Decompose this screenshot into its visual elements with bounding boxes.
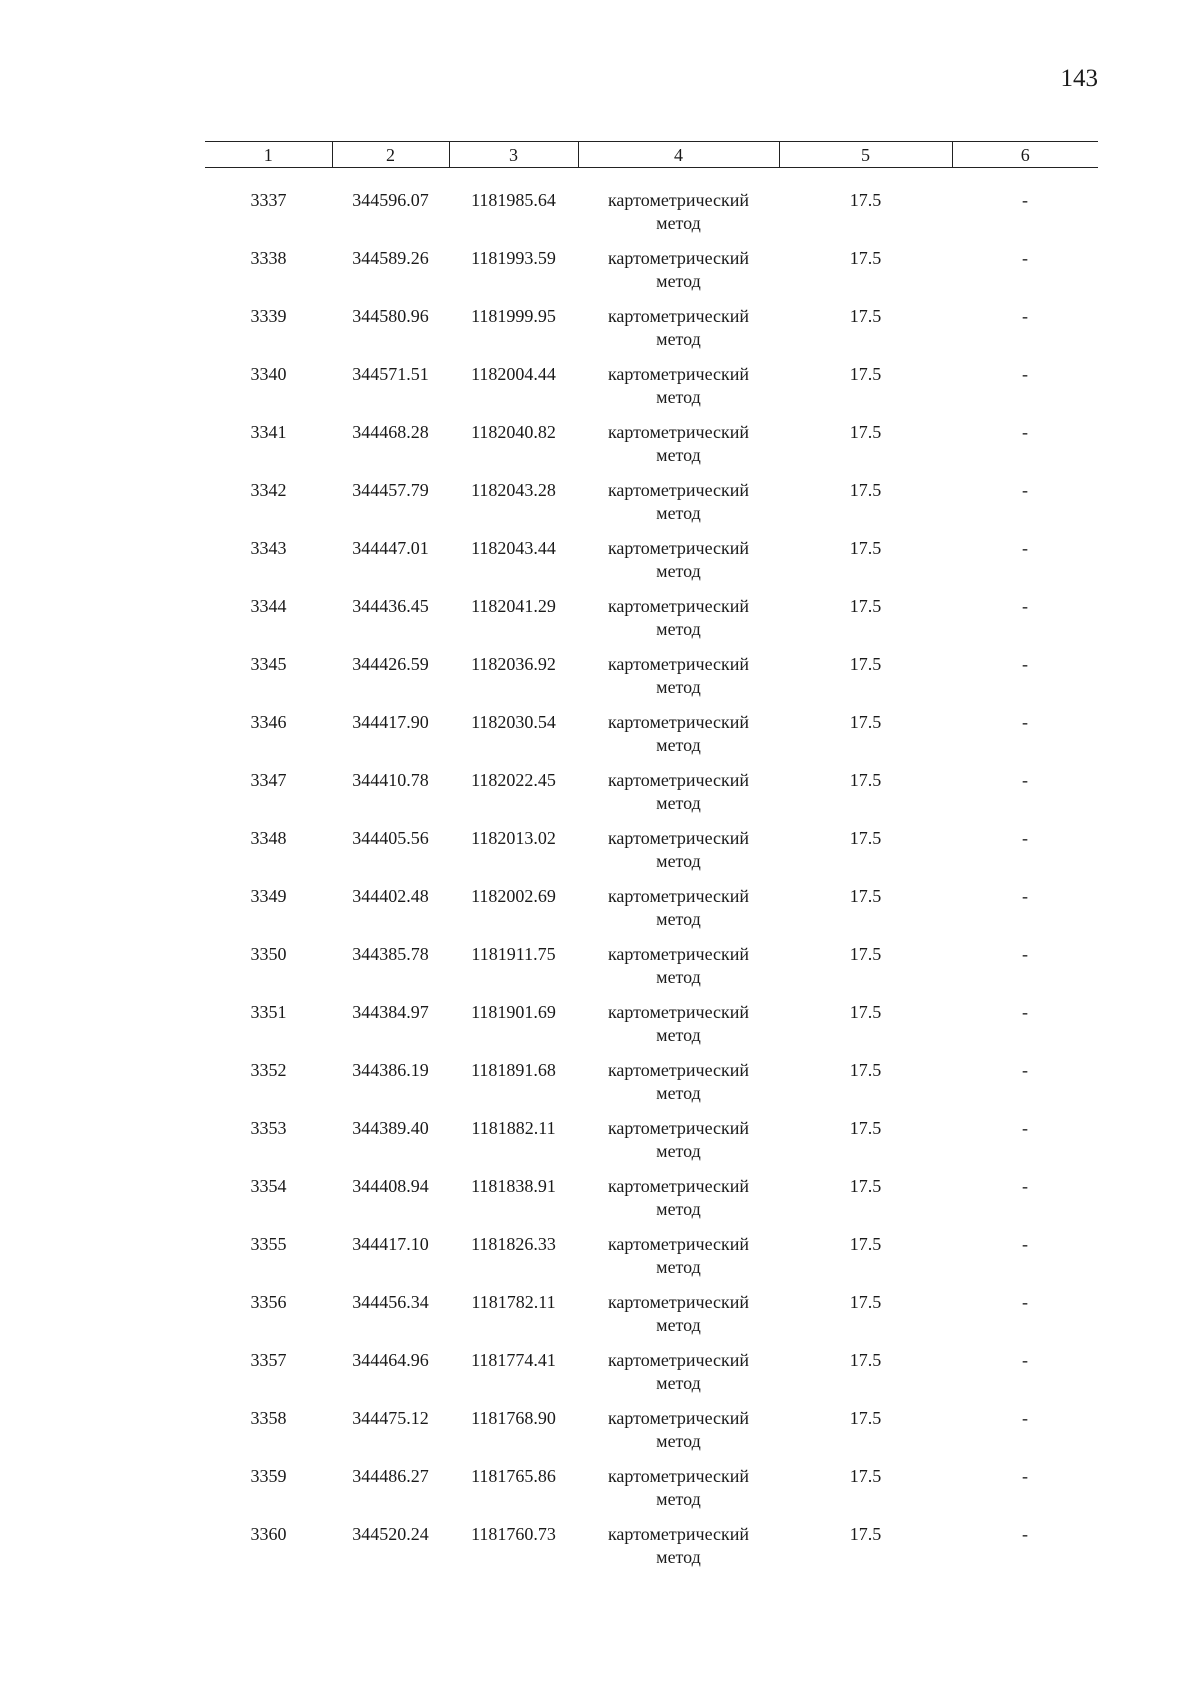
table-row xyxy=(205,1059,1098,1117)
table-row xyxy=(205,479,1098,537)
method-cell xyxy=(578,769,779,827)
accuracy-cell: 17.5 xyxy=(849,653,882,674)
table-row xyxy=(205,363,1098,421)
x-coordinate-cell: 344468.28 xyxy=(352,421,429,442)
note-cell: - xyxy=(1022,421,1028,442)
x-coordinate-cell: 344410.78 xyxy=(352,769,429,790)
method-line-1: картометрический xyxy=(607,1523,750,1544)
accuracy-cell: 17.5 xyxy=(849,421,882,442)
y-coordinate-cell: 1181882.11 xyxy=(471,1117,556,1138)
method-line-1: картометрический xyxy=(607,363,750,384)
x-coordinate-cell: 344464.96 xyxy=(352,1349,429,1370)
accuracy-cell: 17.5 xyxy=(849,1407,882,1428)
note-cell: - xyxy=(1022,653,1028,674)
x-coordinate-cell: 344417.90 xyxy=(352,711,429,732)
method-cell xyxy=(578,943,779,1001)
point-number-cell: 3340 xyxy=(250,363,287,384)
table-row xyxy=(205,1407,1098,1465)
y-coordinate-cell: 1181993.59 xyxy=(471,247,556,268)
y-coordinate-cell: 1181838.91 xyxy=(471,1175,556,1196)
method-line-1: картометрический xyxy=(607,247,750,268)
accuracy-cell: 17.5 xyxy=(849,943,882,964)
note-cell: - xyxy=(1022,1465,1028,1486)
method-cell xyxy=(578,1175,779,1233)
y-coordinate-cell: 1182030.54 xyxy=(471,711,556,732)
x-coordinate-cell: 344426.59 xyxy=(352,653,429,674)
method-cell xyxy=(578,827,779,885)
method-cell xyxy=(578,1233,779,1291)
table-row xyxy=(205,1349,1098,1407)
point-number-cell: 3349 xyxy=(250,885,287,906)
x-coordinate-cell: 344384.97 xyxy=(352,1001,429,1022)
method-line-2: метод xyxy=(656,792,701,813)
point-number-cell: 3354 xyxy=(250,1175,287,1196)
y-coordinate-cell: 1181985.64 xyxy=(471,190,556,210)
page-number: 143 xyxy=(1060,65,1098,92)
accuracy-cell: 17.5 xyxy=(849,827,882,848)
note-cell: - xyxy=(1022,305,1028,326)
x-coordinate-cell: 344386.19 xyxy=(352,1059,429,1080)
note-cell: - xyxy=(1022,711,1028,732)
table-row xyxy=(205,537,1098,595)
accuracy-cell: 17.5 xyxy=(849,1523,882,1544)
y-coordinate-cell: 1181765.86 xyxy=(471,1465,556,1486)
method-line-2: метод xyxy=(656,270,701,291)
method-cell xyxy=(578,1465,779,1523)
method-cell xyxy=(578,1291,779,1349)
method-cell xyxy=(578,1523,779,1581)
x-coordinate-cell: 344408.94 xyxy=(352,1175,429,1196)
x-coordinate-cell: 344389.40 xyxy=(352,1117,429,1138)
method-line-1: картометрический xyxy=(607,1175,750,1196)
point-number-cell: 3348 xyxy=(250,827,287,848)
method-line-2: метод xyxy=(656,1430,701,1451)
header-cell-6: 6 xyxy=(952,142,1098,168)
header-cell-5: 5 xyxy=(779,142,952,168)
accuracy-cell: 17.5 xyxy=(849,247,882,268)
y-coordinate-cell: 1181891.68 xyxy=(471,1059,556,1080)
x-coordinate-cell: 344456.34 xyxy=(352,1291,429,1312)
note-cell: - xyxy=(1022,1349,1028,1370)
point-number-cell: 3358 xyxy=(250,1407,287,1428)
accuracy-cell: 17.5 xyxy=(849,1349,882,1370)
y-coordinate-cell: 1181774.41 xyxy=(471,1349,556,1370)
accuracy-cell: 17.5 xyxy=(849,363,882,384)
table-row xyxy=(205,421,1098,479)
method-cell xyxy=(578,479,779,537)
table-row xyxy=(205,595,1098,653)
accuracy-cell: 17.5 xyxy=(849,305,882,326)
note-cell: - xyxy=(1022,1407,1028,1428)
method-line-2: метод xyxy=(656,966,701,987)
note-cell: - xyxy=(1022,1291,1028,1312)
table-row xyxy=(205,1175,1098,1233)
accuracy-cell: 17.5 xyxy=(849,1001,882,1022)
method-line-1: картометрический xyxy=(607,595,750,616)
point-number-cell: 3337 xyxy=(250,190,287,210)
x-coordinate-cell: 344457.79 xyxy=(352,479,429,500)
table-row xyxy=(205,711,1098,769)
method-line-2: метод xyxy=(656,1488,701,1509)
method-line-2: метод xyxy=(656,1372,701,1393)
note-cell: - xyxy=(1022,827,1028,848)
note-cell: - xyxy=(1022,943,1028,964)
table-row xyxy=(205,943,1098,1001)
note-cell: - xyxy=(1022,537,1028,558)
method-line-1: картометрический xyxy=(607,479,750,500)
point-number-cell: 3353 xyxy=(250,1117,287,1138)
method-line-2: метод xyxy=(656,676,701,697)
accuracy-cell: 17.5 xyxy=(849,1291,882,1312)
x-coordinate-cell: 344402.48 xyxy=(352,885,429,906)
accuracy-cell: 17.5 xyxy=(849,479,882,500)
note-cell: - xyxy=(1022,1175,1028,1196)
note-cell: - xyxy=(1022,1523,1028,1544)
method-line-1: картометрический xyxy=(607,1465,750,1486)
note-cell: - xyxy=(1022,363,1028,384)
point-number-cell: 3342 xyxy=(250,479,287,500)
method-line-1: картометрический xyxy=(607,1001,750,1022)
accuracy-cell: 17.5 xyxy=(849,190,882,210)
table-row xyxy=(205,653,1098,711)
accuracy-cell: 17.5 xyxy=(849,885,882,906)
table-row xyxy=(205,885,1098,943)
point-number-cell: 3351 xyxy=(250,1001,287,1022)
point-number-cell: 3347 xyxy=(250,769,287,790)
table-header xyxy=(205,142,1098,168)
table-row xyxy=(205,827,1098,885)
note-cell: - xyxy=(1022,1001,1028,1022)
point-number-cell: 3341 xyxy=(250,421,287,442)
method-cell xyxy=(578,421,779,479)
x-coordinate-cell: 344447.01 xyxy=(352,537,429,558)
y-coordinate-cell: 1182041.29 xyxy=(471,595,556,616)
table-body xyxy=(205,168,1098,1581)
method-cell xyxy=(578,1001,779,1059)
point-number-cell: 3352 xyxy=(250,1059,287,1080)
note-cell: - xyxy=(1022,595,1028,616)
x-coordinate-cell: 344589.26 xyxy=(352,247,429,268)
table-row xyxy=(205,1117,1098,1175)
method-line-2: метод xyxy=(656,386,701,407)
method-cell xyxy=(578,595,779,653)
method-line-2: метод xyxy=(656,328,701,349)
method-line-1: картометрический xyxy=(607,711,750,732)
method-line-1: картометрический xyxy=(607,827,750,848)
x-coordinate-cell: 344596.07 xyxy=(352,190,429,210)
y-coordinate-cell: 1181768.90 xyxy=(471,1407,556,1428)
method-cell xyxy=(578,1059,779,1117)
method-cell xyxy=(578,305,779,363)
y-coordinate-cell: 1182036.92 xyxy=(471,653,556,674)
point-number-cell: 3350 xyxy=(250,943,287,964)
x-coordinate-cell: 344405.56 xyxy=(352,827,429,848)
method-line-2: метод xyxy=(656,1314,701,1335)
note-cell: - xyxy=(1022,1059,1028,1080)
point-number-cell: 3359 xyxy=(250,1465,287,1486)
method-cell xyxy=(578,168,779,247)
point-number-cell: 3355 xyxy=(250,1233,287,1254)
table-row xyxy=(205,769,1098,827)
method-cell xyxy=(578,1349,779,1407)
method-line-2: метод xyxy=(656,1198,701,1219)
x-coordinate-cell: 344486.27 xyxy=(352,1465,429,1486)
point-number-cell: 3338 xyxy=(250,247,287,268)
method-line-2: метод xyxy=(656,1140,701,1161)
x-coordinate-cell: 344385.78 xyxy=(352,943,429,964)
method-line-2: метод xyxy=(656,1024,701,1045)
header-row xyxy=(205,142,1098,168)
accuracy-cell: 17.5 xyxy=(849,1233,882,1254)
table-row xyxy=(205,1291,1098,1349)
method-cell xyxy=(578,711,779,769)
method-line-1: картометрический xyxy=(607,537,750,558)
note-cell: - xyxy=(1022,1233,1028,1254)
note-cell: - xyxy=(1022,247,1028,268)
method-line-2: метод xyxy=(656,850,701,871)
header-cell-2: 2 xyxy=(332,142,449,168)
note-cell: - xyxy=(1022,1117,1028,1138)
point-number-cell: 3344 xyxy=(250,595,287,616)
table-row xyxy=(205,168,1098,247)
point-number-cell: 3343 xyxy=(250,537,287,558)
accuracy-cell: 17.5 xyxy=(849,1175,882,1196)
method-line-1: картометрический xyxy=(607,1117,750,1138)
method-line-1: картометрический xyxy=(607,305,750,326)
x-coordinate-cell: 344571.51 xyxy=(352,363,429,384)
accuracy-cell: 17.5 xyxy=(849,595,882,616)
point-number-cell: 3346 xyxy=(250,711,287,732)
coordinates-table xyxy=(205,141,1098,1581)
y-coordinate-cell: 1182040.82 xyxy=(471,421,556,442)
accuracy-cell: 17.5 xyxy=(849,1117,882,1138)
method-line-2: метод xyxy=(656,618,701,639)
note-cell: - xyxy=(1022,769,1028,790)
method-line-2: метод xyxy=(656,1256,701,1277)
method-line-1: картометрический xyxy=(607,653,750,674)
method-cell xyxy=(578,537,779,595)
point-number-cell: 3339 xyxy=(250,305,287,326)
x-coordinate-cell: 344475.12 xyxy=(352,1407,429,1428)
accuracy-cell: 17.5 xyxy=(849,1059,882,1080)
accuracy-cell: 17.5 xyxy=(849,537,882,558)
note-cell: - xyxy=(1022,885,1028,906)
method-cell xyxy=(578,363,779,421)
method-line-1: картометрический xyxy=(607,421,750,442)
method-line-2: метод xyxy=(656,444,701,465)
method-line-2: метод xyxy=(656,1082,701,1103)
method-cell xyxy=(578,1407,779,1465)
method-line-1: картометрический xyxy=(607,769,750,790)
point-number-cell: 3360 xyxy=(250,1523,287,1544)
header-cell-3: 3 xyxy=(449,142,578,168)
method-line-1: картометрический xyxy=(607,1059,750,1080)
header-cell-4: 4 xyxy=(578,142,779,168)
y-coordinate-cell: 1181999.95 xyxy=(471,305,556,326)
method-line-1: картометрический xyxy=(607,1349,750,1370)
y-coordinate-cell: 1181911.75 xyxy=(471,943,556,964)
method-line-1: картометрический xyxy=(607,1291,750,1312)
y-coordinate-cell: 1182004.44 xyxy=(471,363,556,384)
y-coordinate-cell: 1181760.73 xyxy=(471,1523,556,1544)
method-line-2: метод xyxy=(656,502,701,523)
accuracy-cell: 17.5 xyxy=(849,1465,882,1486)
point-number-cell: 3357 xyxy=(250,1349,287,1370)
method-line-2: метод xyxy=(656,908,701,929)
method-cell xyxy=(578,247,779,305)
header-cell-1: 1 xyxy=(205,142,332,168)
table-row xyxy=(205,247,1098,305)
y-coordinate-cell: 1182043.44 xyxy=(471,537,556,558)
y-coordinate-cell: 1182022.45 xyxy=(471,769,556,790)
x-coordinate-cell: 344417.10 xyxy=(352,1233,429,1254)
method-line-1: картометрический xyxy=(607,190,750,210)
note-cell: - xyxy=(1022,479,1028,500)
y-coordinate-cell: 1181826.33 xyxy=(471,1233,556,1254)
point-number-cell: 3356 xyxy=(250,1291,287,1312)
y-coordinate-cell: 1181901.69 xyxy=(471,1001,556,1022)
y-coordinate-cell: 1182002.69 xyxy=(471,885,556,906)
accuracy-cell: 17.5 xyxy=(849,769,882,790)
method-line-1: картометрический xyxy=(607,1407,750,1428)
table-row xyxy=(205,1233,1098,1291)
method-line-2: метод xyxy=(656,560,701,581)
y-coordinate-cell: 1182043.28 xyxy=(471,479,556,500)
point-number-cell: 3345 xyxy=(250,653,287,674)
coordinates-table-container xyxy=(205,141,1098,1581)
x-coordinate-cell: 344520.24 xyxy=(352,1523,429,1544)
table-row xyxy=(205,1523,1098,1581)
note-cell: - xyxy=(1022,190,1028,210)
method-line-2: метод xyxy=(656,213,701,233)
y-coordinate-cell: 1182013.02 xyxy=(471,827,556,848)
method-cell xyxy=(578,885,779,943)
method-line-2: метод xyxy=(656,1546,701,1567)
method-line-1: картометрический xyxy=(607,1233,750,1254)
accuracy-cell: 17.5 xyxy=(849,711,882,732)
method-line-2: метод xyxy=(656,734,701,755)
x-coordinate-cell: 344580.96 xyxy=(352,305,429,326)
table-row xyxy=(205,1001,1098,1059)
method-cell xyxy=(578,653,779,711)
method-line-1: картометрический xyxy=(607,885,750,906)
method-cell xyxy=(578,1117,779,1175)
y-coordinate-cell: 1181782.11 xyxy=(471,1291,556,1312)
table-row xyxy=(205,1465,1098,1523)
method-line-1: картометрический xyxy=(607,943,750,964)
table-row xyxy=(205,305,1098,363)
x-coordinate-cell: 344436.45 xyxy=(352,595,429,616)
